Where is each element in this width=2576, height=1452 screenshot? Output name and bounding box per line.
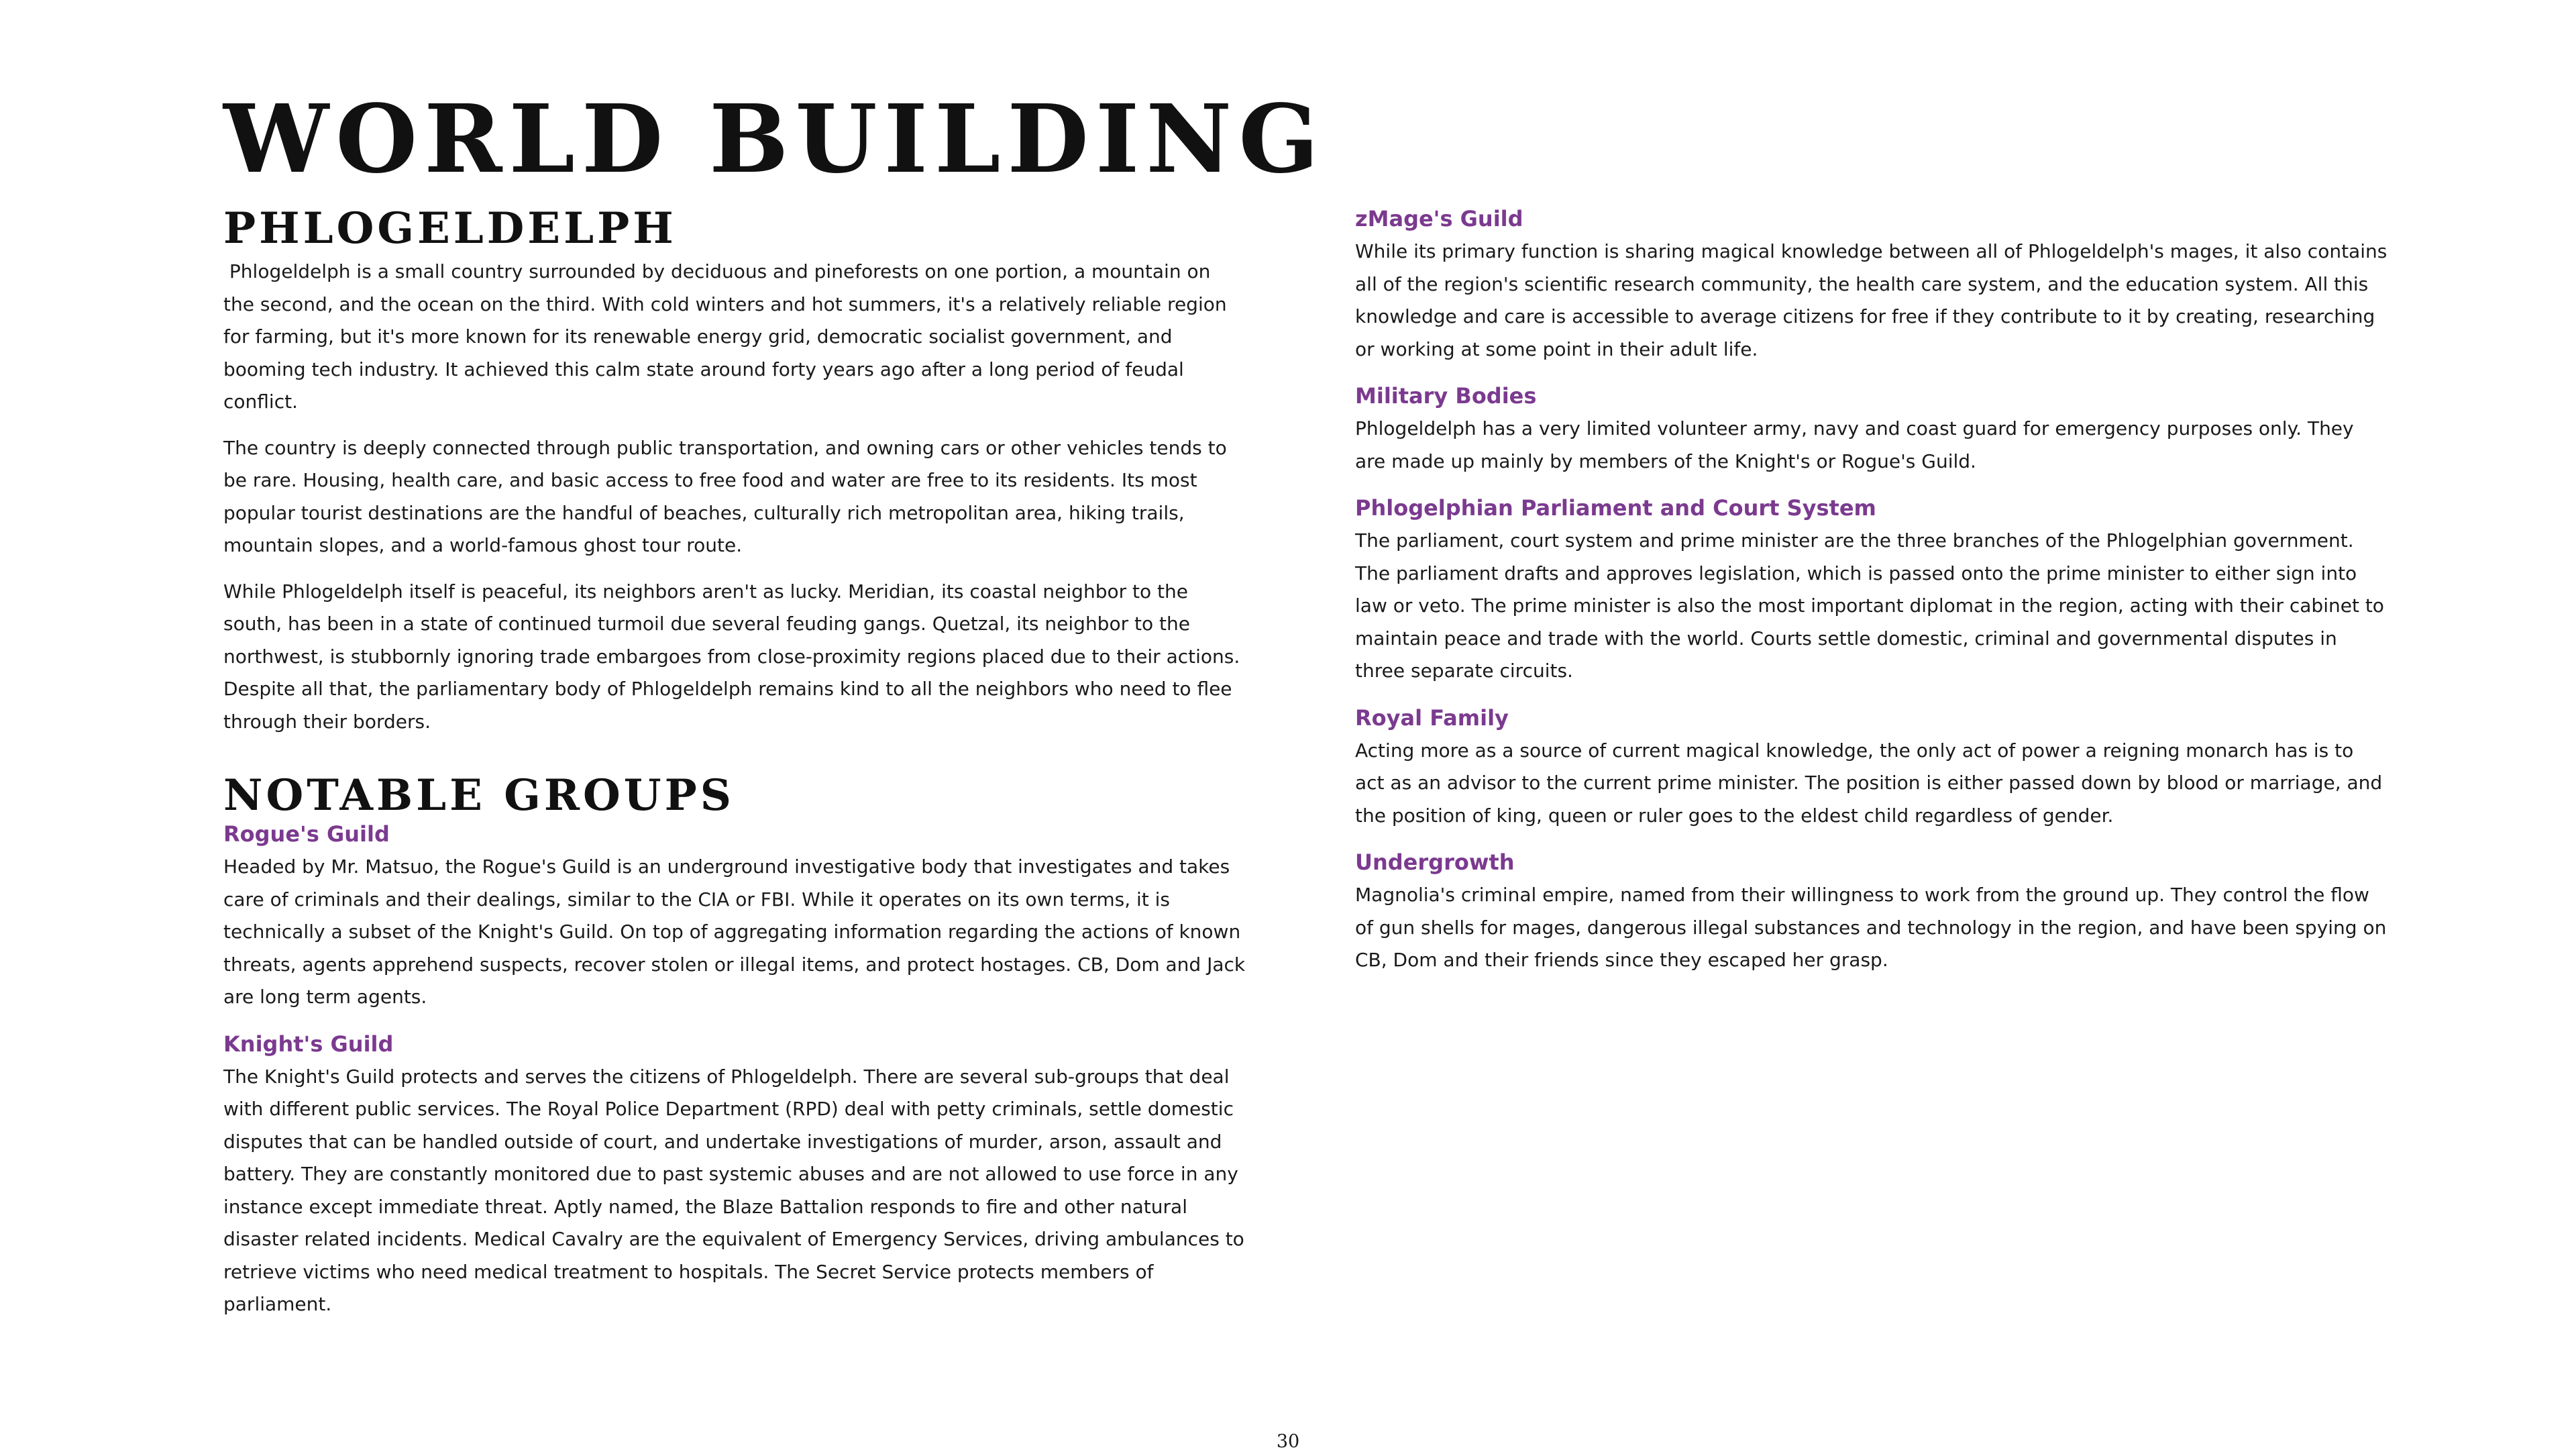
group-title: zMage's Guild [1355, 206, 1523, 231]
group-rogues-guild [223, 820, 1246, 1014]
group-description: The Knight's Guild protects and serves the citizens of Phlogeldelph. There are several sub-groups that deal with different public services. The Royal Police Department (RPD) deal with petty criminals, settle domestic disputes that can be handled outside of court, and undertake investigations of murder, arson, assault and battery. They are constantly monitored due to past systemic abuses and are not allowed to use force in any instance except immediate threat. Aptly named, the Blaze Battalion responds to fire and other natural disaster related incidents. Medical Cavalry are the equivalent of Emergency Services, driving ambulances to retrieve victims who need medical treatment to hospitals. The Secret Service protects members of parliament. [223, 1065, 1244, 1315]
country-paragraph-1: Phlogeldelph is a small country surrounded by deciduous and pineforests on one portion, a mountain on the second, and the ocean on the third. With cold winters and hot summers, it's a relatively reliable region for farming, but it's more known for its renewable energy grid, democratic socialist government, and booming tech industry. It achieved this calm state around forty years ago after a long period of feudal conflict. [223, 260, 1233, 413]
country-paragraph-2: The country is deeply connected through public transportation, and owning cars or other vehicles tends to be rare. Housing, health care, and basic access to free food and water are free to its residents. Its most popular tourist destinations are the handful of beaches, culturally rich metropolitan area, hiking trails, mountain slopes, and a world-famous ghost tour route. [223, 436, 1227, 556]
group-military-bodies [1355, 382, 2388, 478]
group-description: Acting more as a source of current magical knowledge, the only act of power a reigning monarch has is to act as an advisor to the current prime minister. The position is either passed down by blood or marriage, and the position of king, queen or ruler goes to the eldest child regardless of gender. [1355, 739, 2383, 827]
group-undergrowth [1355, 848, 2388, 977]
group-description: The parliament, court system and prime minister are the three branches of the Phlogelphian government. The parliament drafts and approves legislation, which is passed onto the prime minister to either sign into law or veto. The prime minister is also the most important diplomat in the region, acting with their cabinet to maintain peace and trade with the world. Courts settle domestic, criminal and governmental disputes in three separate circuits. [1355, 529, 2384, 682]
group-description: Magnolia's criminal empire, named from their willingness to work from the ground up. They control the flow of gun shells for mages, dangerous illegal substances and technology in the region, and have been spying on CB, Dom and their friends since they escaped her grasp. [1355, 884, 2387, 971]
group-title: Rogue's Guild [223, 821, 390, 847]
country-paragraph-3: While Phlogeldelph itself is peaceful, its neighbors aren't as lucky. Meridian, its coastal neighbor to the south, has been in a state of continued turmoil due several feuding gangs. Quetzal, its neighbor to the northwest, is stubbornly ignoring trade embargoes from close-proximity regions placed due to their actions. Despite all that, the parliamentary body of Phlogeldelph remains kind to all the neighbors who need to flee through their borders. [223, 580, 1240, 733]
group-title: Undergrowth [1355, 849, 1515, 875]
group-description: While its primary function is sharing magical knowledge between all of Phlogeldelph's mages, it also contains all of the region's scientific research community, the health care system, and the education system. All this knowledge and care is accessible to average citizens for free if they contribute to it by creating, researching or working at some point in their adult life. [1355, 240, 2387, 360]
group-parliament-court [1355, 494, 2388, 688]
group-description: Headed by Mr. Matsuo, the Rogue's Guild is an underground investigative body that investigates and takes care of criminals and their dealings, similar to the CIA or FBI. While it operates on its own terms, it is technically a subset of the Knight's Guild. On top of aggregating information regarding the actions of known threats, agents apprehend suspects, recover stolen or illegal items, and protect hostages. CB, Dom and Jack are long term agents. [223, 855, 1246, 1008]
group-title: Military Bodies [1355, 383, 1537, 409]
left-column [223, 205, 1246, 1321]
group-title: Royal Family [1355, 705, 1509, 731]
group-royal-family [1355, 704, 2388, 833]
right-column [1355, 205, 2388, 977]
group-mages-guild [1355, 205, 2388, 366]
country-heading: PHLOGELDELPH [223, 203, 677, 254]
page-title: WORLD BUILDING [223, 85, 1326, 195]
group-title: Phlogelphian Parliament and Court System [1355, 495, 1876, 521]
group-title: Knight's Guild [223, 1031, 394, 1057]
group-description: Phlogeldelph has a very limited volunteer army, navy and coast guard for emergency purposes only. They are made up mainly by members of the Knight's or Rogue's Guild. [1355, 417, 2354, 472]
page-number: 30 [1276, 1431, 1300, 1452]
notable-groups-heading: NOTABLE GROUPS [223, 770, 735, 821]
group-knights-guild [223, 1030, 1246, 1321]
